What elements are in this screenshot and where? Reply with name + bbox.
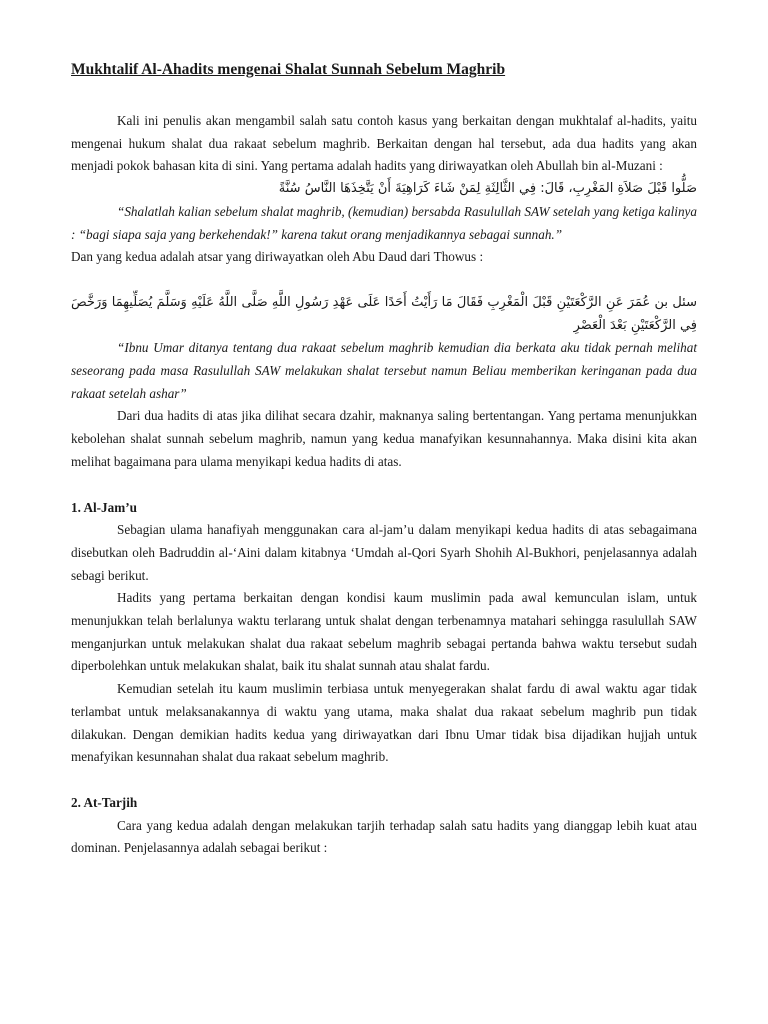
section-1-paragraph: Hadits yang pertama berkaitan dengan kondisi kaum muslimin pada awal kemunculan islam, untuk menunjukkan telah berlalunya waktu terlarang untuk shalat dengan terbenamnya matahari sehingga rasulullah SAW menganjurkan untuk melakukan shalat dua rakaat sebelum maghrib sebagai pertanda bahwa waktu tersebut sudah diperbolehkan untuk melakukan shalat, baik itu shalat sunnah atau shalat fardu. [71,590,697,674]
translation-1: “Shalatlah kalian sebelum shalat maghrib, (kemudian) bersabda Rasulullah SAW setelah yang ketiga kalinya : “bagi siapa saja yang berkehendak!” karena takut orang menjadikannya sebagai sunnah.” [71,203,697,242]
section-1-paragraph: Kemudian setelah itu kaum muslimin terbiasa untuk menyegerakan shalat fardu di awal waktu agar tidak terlambat untuk melaksanakannya di waktu yang utama, maka shalat dua rakaat sebelum maghrib pun tidak dilakukan. Dengan demikian hadits kedua yang diriwayatkan dari Ibnu Umar tidak bisa dijadikan hujjah untuk menafyikan kesunnahan shalat dua rakaat sebelum maghrib. [71,681,697,765]
spacer [71,474,697,497]
spacer [71,269,697,292]
section-2-heading: 2. At-Tarjih [71,794,138,810]
spacer [71,769,697,792]
section-1-paragraph: Sebagian ulama hanafiyah menggunakan cara al-jam’u dalam menyikapi kedua hadits di atas sebagaimana disebutkan oleh Badruddin al-‘Aini dalam kitabnya ‘Umdah al-Qori Syarh Shohih Al-Bukhori, penjelasannya adalah sebagi berikut. [71,522,697,583]
arabic-hadith-1: صَلُّوا قَبْلَ صَلاَةِ المَغْرِبِ، قَالَ: فِي الثَّالِثَةِ لِمَنْ شَاءَ كَرَاهِيَةَ أَنْ يَتَّخِذَهَا النَّاسُ سُنَّةً [278,181,697,197]
section-2-paragraph: Cara yang kedua adalah dengan melakukan tarjih terhadap salah satu hadits yang dianggap lebih kuat atau dominan. Penjelasannya adalah sebagai berikut : [71,817,697,856]
translation-2: “Ibnu Umar ditanya tentang dua rakaat sebelum maghrib kemudian dia berkata aku tidak pernah melihat seseorang pada masa Rasulullah SAW melakukan shalat tersebut namun Beliau memberikan keringanan pada dua rakaat setelah ashar” [71,340,697,401]
intro-paragraph: Kali ini penulis akan mengambil salah satu contoh kasus yang berkaitan dengan mukhtalaf al-hadits, yaitu mengenai hukum shalat dua rakaat sebelum maghrib. Berkaitan dengan hal tersebut, ada dua hadits yang akan menjadi pokok bahasan kita di sini. Yang pertama adalah hadits yang diriwayatkan oleh Abullah bin al-Muzani : [71,113,697,174]
intro-paragraph-2: Dan yang kedua adalah atsar yang diriwayatkan oleh Abu Daud dari Thowus : [71,249,484,265]
analysis-paragraph: Dari dua hadits di atas jika dilihat secara dzahir, maknanya saling bertentangan. Yang pertama menunjukkan kebolehan shalat sunnah sebelum maghrib, namun yang kedua manafyikan kesunnahannya. Maka disini kita akan melihat bagaimana para ulama menyikapi kedua hadits di atas. [71,408,697,469]
arabic-hadith-2: سئل بن عُمَرَ عَنِ الرَّكْعَتَيْنِ قَبْلَ الْمَغْرِبِ فَقَالَ مَا رَأَيْتُ أَحَدًا عَلَى عَهْدِ رَسُولِ اللَّهِ صَلَّى اللَّهُ عَلَيْهِ وَسَلَّمَ يُصَلِّيهِمَا وَرَخَّصَ فِي الرَّكْعَتَيْنِ بَعْدَ الْعَصْرِ [71,294,697,333]
section-1-heading: 1. Al-Jam’u [71,499,137,515]
document-title: Mukhtalif Al-Ahadits mengenai Shalat Sunnah Sebelum Maghrib [71,61,506,78]
